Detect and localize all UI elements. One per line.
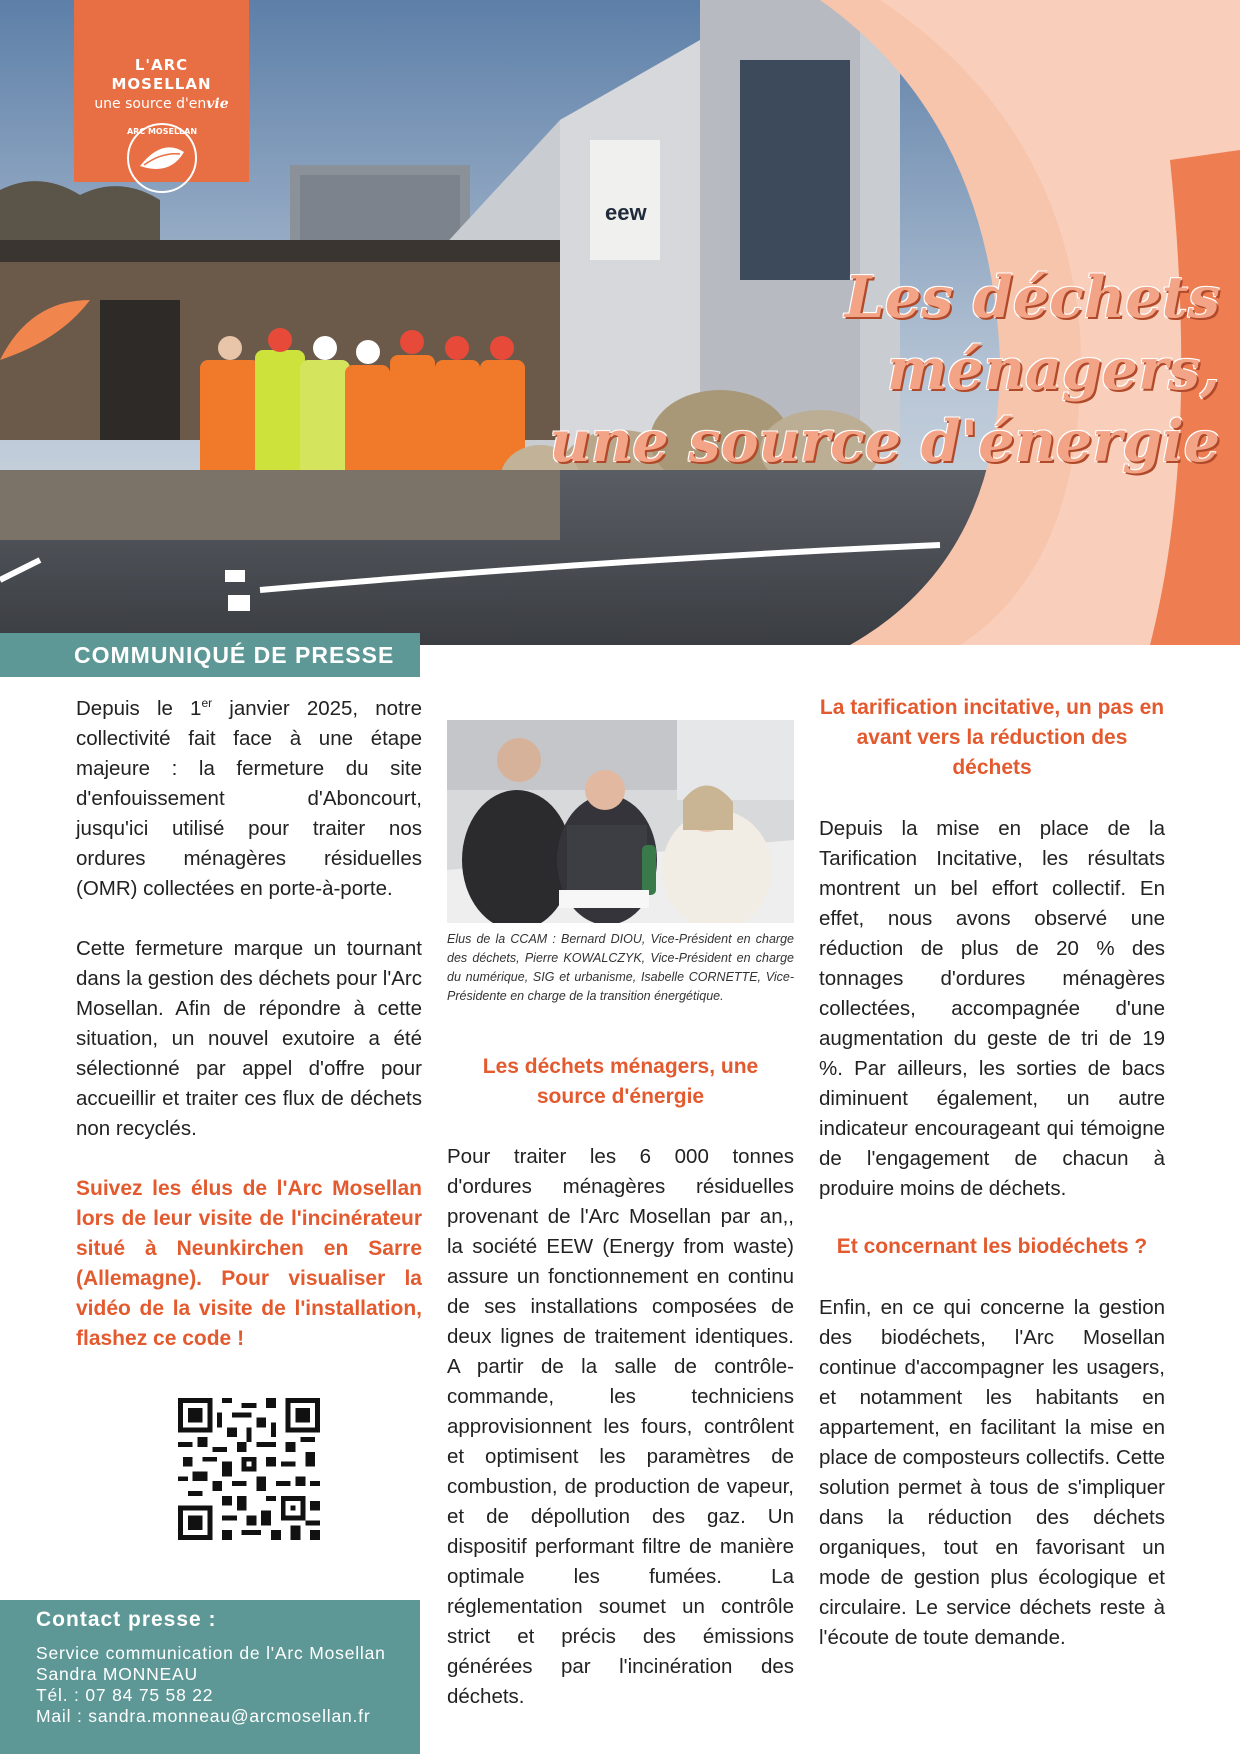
logo-tagline: une source d'envie xyxy=(94,96,229,112)
photo-caption: Elus de la CCAM : Bernard DIOU, Vice-Président en charge des déchets, Pierre KOWALCZYK, Vice-Président en charge du numérique, SIG et urbanisme, Isabelle CORNETTE, Vice-Présidente en charge de la transition énergétique. xyxy=(447,932,794,1003)
svg-text:ARC MOSELLAN: ARC MOSELLAN xyxy=(126,127,198,136)
contact-service: Service communication de l'Arc Mosellan xyxy=(36,1643,386,1663)
arc-mosellan-seal-icon xyxy=(122,118,202,198)
contact-name: Sandra MONNEAU xyxy=(36,1664,198,1684)
meeting-photo xyxy=(447,720,794,923)
incentive-pricing-heading: La tarification incitative, un pas en avant vers la réduction des déchets xyxy=(819,696,1165,779)
qr-code-icon[interactable] xyxy=(178,1398,320,1540)
brand-logo-tab xyxy=(74,0,249,182)
contact-title: Contact presse : xyxy=(36,1608,217,1631)
incentive-pricing-paragraph: Depuis la mise en place de la Tarification Incitative, les résultats montrent un bel effort collectif. En effet, nous avons observé une réduction de plus de 20 % des tonnages d'ordures ménagères collectées, accompagnée d'une augmentation du geste de tri de 19 %. Par ailleurs, les sorties de bacs diminuent également, un autre indicateur encourageant qui témoigne de l'engagement de chacun à produire moins de déchets. xyxy=(819,817,1165,1200)
closure-paragraph: Cette fermeture marque un tournant dans la gestion des déchets pour l'Arc Mosellan. Afin de répondre à cette situation, un nouvel exutoire a été sélectionné par appel d'offre pour accueillir et traiter ces flux de déchets non recyclés. xyxy=(76,937,422,1140)
logo-line2: MOSELLAN xyxy=(111,75,212,93)
intro-paragraph: Depuis le 1er janvier 2025, notre collectivité fait face à une étape majeure : la fermeture du site d'enfouissement d'Aboncourt, jusqu'ici utilisé pour traiter nos ordures ménagères résiduelles (OMR) collectées en porte-à-porte. xyxy=(76,696,422,900)
contact-phone[interactable]: Tél. : 07 84 75 58 22 xyxy=(36,1685,214,1705)
press-contact-box xyxy=(0,1600,420,1754)
biowaste-heading: Et concernant les biodéchets ? xyxy=(836,1235,1148,1258)
press-release-banner xyxy=(0,633,420,677)
hero-title-line2: une source d'énergie xyxy=(549,408,1220,475)
hero-title xyxy=(530,262,1220,478)
hero-banner xyxy=(0,0,1240,645)
logo-line1: L'ARC xyxy=(134,56,189,74)
hero-title-line1: Les déchets ménagers, xyxy=(844,264,1220,403)
press-release-label: COMMUNIQUÉ DE PRESSE xyxy=(74,642,395,668)
svg-text:eew: eew xyxy=(605,200,647,225)
biowaste-paragraph: Enfin, en ce qui concerne la gestion des biodéchets, l'Arc Mosellan continue d'accompagner les usagers, et notamment les habitants en appartement, en facilitant la mise en place de composteurs collectifs. Cette solution permet à tous de s'impliquer dans la réduction des déchets organiques, tout en favorisant un mode de gestion plus écologique et circulaire. Le service déchets reste à l'écoute de toute demande. xyxy=(819,1296,1165,1649)
energy-paragraph: Pour traiter les 6 000 tonnes d'ordures ménagères résiduelles provenant de l'Arc Mosellan par an,, la société EEW (Energy from waste) assure un fonctionnement en continu de ses installations composées de deux lignes de traitement identiques. A partir de la salle de contrôle-commande, les techniciens approvisionnent les fours, contrôlent et optimisent les paramètres de combustion, de production de vapeur, et de dépollution des gaz. Un dispositif performant filtre de manière optimale les fumées. La réglementation soumet un contrôle strict et précis des émissions générées par l'incinération des déchets. xyxy=(447,1145,794,1708)
column-left xyxy=(76,694,422,1354)
energy-heading: Les déchets ménagers, une source d'énergie xyxy=(482,1055,759,1108)
contact-email[interactable]: Mail : sandra.monneau@arcmosellan.fr xyxy=(36,1706,371,1726)
video-call-to-action: Suivez les élus de l'Arc Mosellan lors de leur visite de l'incinérateur situé à Neunkirchen en Sarre (Allemagne). Pour visualiser la vidéo de la visite de l'installation, flashez ce code ! xyxy=(76,1177,422,1350)
